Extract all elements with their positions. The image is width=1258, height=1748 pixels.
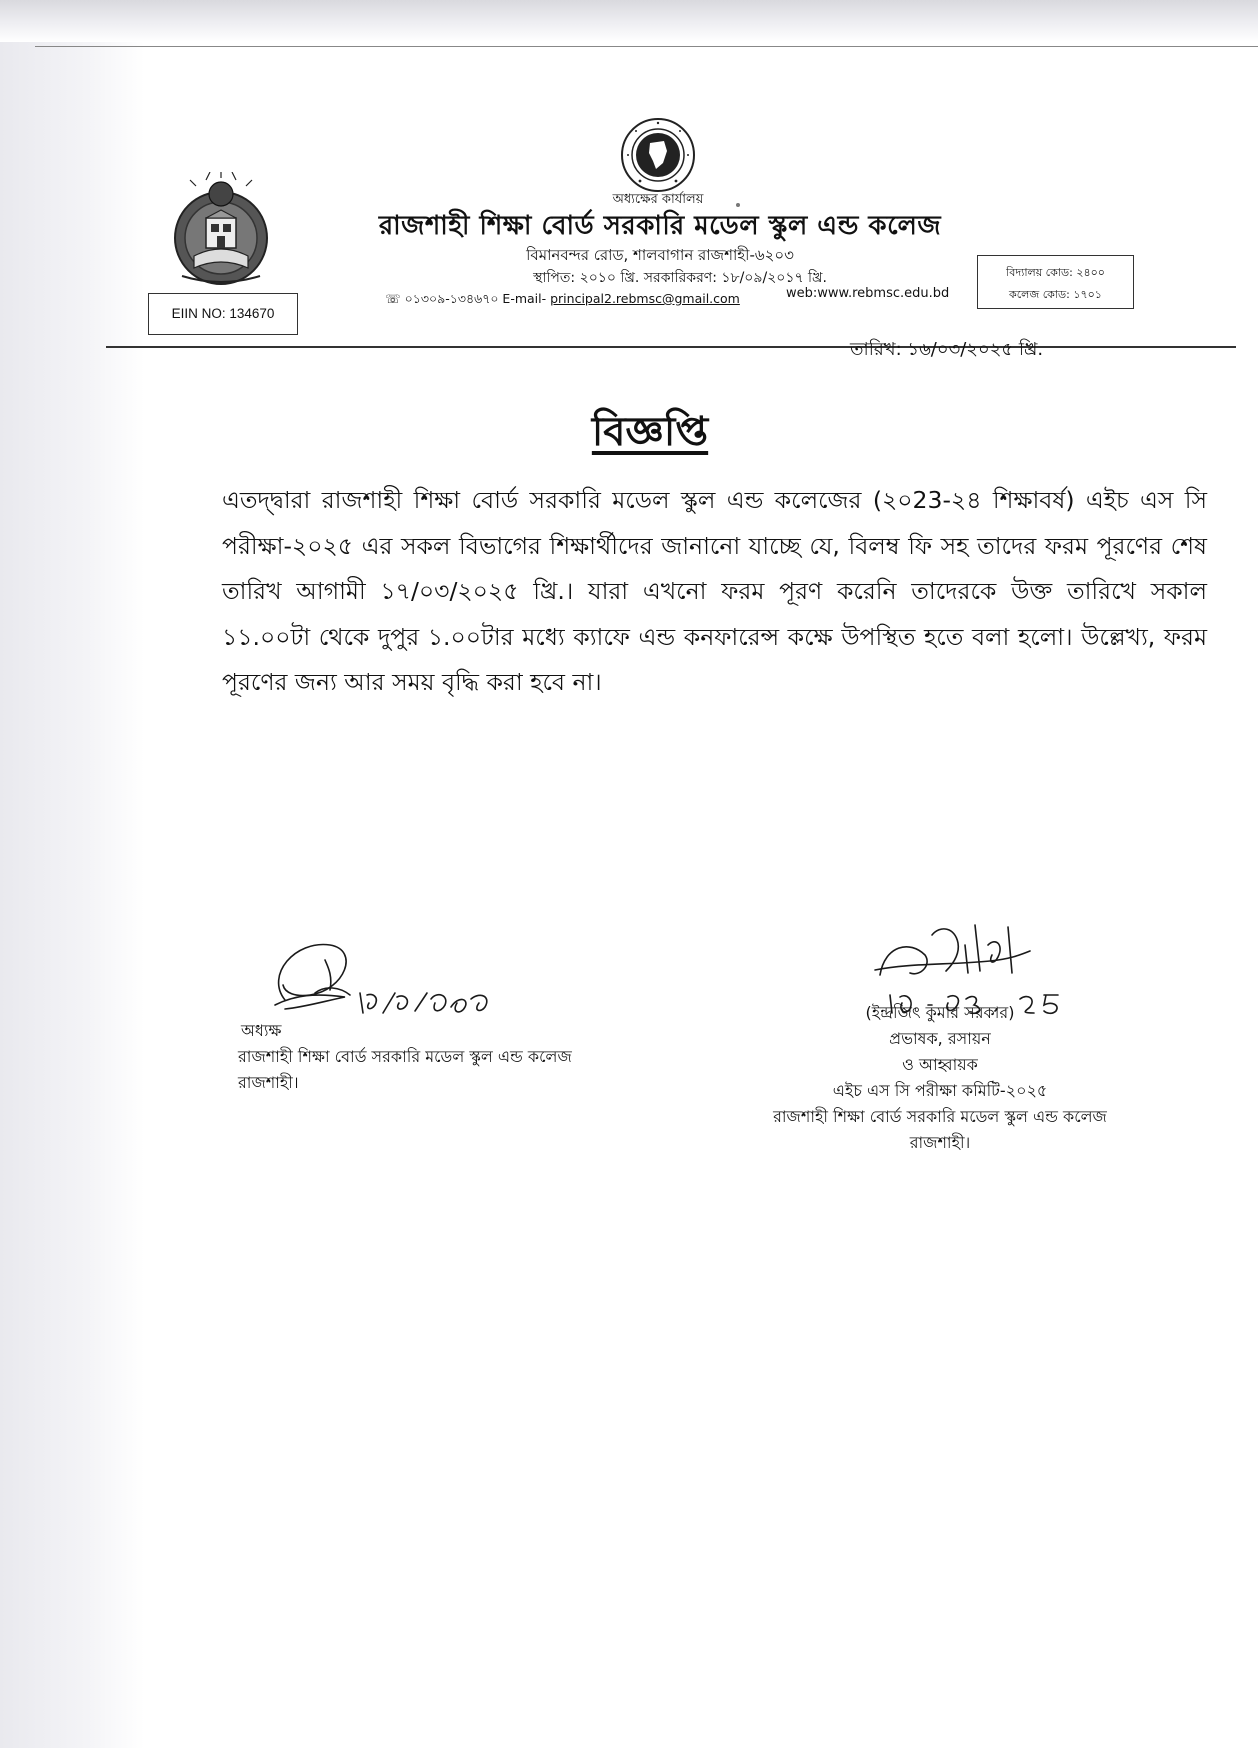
convener-institution: রাজশাহী শিক্ষা বোর্ড সরকারি মডেল স্কুল এন্ড কলেজ [773, 1107, 1107, 1126]
convener-designation: প্রভাষক, রসায়ন [889, 1029, 991, 1048]
scan-shadow-left [0, 0, 145, 1748]
notice-date: তারিখ: ১৬/০৩/২০২৫ খ্রি. [850, 339, 1044, 360]
bangladesh-government-seal-icon [620, 117, 696, 193]
phone-number: ☏ ০১৩০৯-১৩৪৬৭০ [385, 291, 499, 306]
principal-institution: রাজশাহী শিক্ষা বোর্ড সরকারি মডেল স্কুল এন্ড কলেজ [238, 1047, 572, 1066]
convener-city: রাজশাহী। [909, 1133, 971, 1152]
office-label: অধ্যক্ষের কার্যালয় [612, 192, 704, 207]
convener-role: ও আহ্বায়ক [902, 1055, 978, 1074]
scan-edge-line [35, 46, 1258, 47]
principal-title: অধ্যক্ষ [241, 1021, 282, 1040]
convener-committee: এইচ এস সি পরীক্ষা কমিটি-২০২৫ [832, 1081, 1048, 1100]
notice-body: এতদ্দ্বারা রাজশাহী শিক্ষা বোর্ড সরকারি মডেল স্কুল এন্ড কলেজের (২০23-২৪ শিক্ষাবর্ষ) এইচ এস সি পরীক্ষা-২০২৫ এর সকল বিভাগের শিক্ষার্থীদের জানানো যাচ্ছে যে, বিলম্ব ফি সহ তাদের ফরম পূরণের শেষ তারিখ আগামী ১৭/০৩/২০২৫ খ্রি.। যারা এখনো ফরম পূরণ করেনি তাদেরকে উক্ত তারিখে সকাল ১১.০০টা থেকে দুপুর ১.০০টার মধ্যে ক্যাফে এন্ড কনফারেন্স কক্ষে উপস্থিত হতে বলা হলো। উল্লেখ্য, ফরম পূরণের জন্য আর সময় বৃদ্ধি করা হবে না। [222, 486, 1207, 696]
code-box [977, 255, 1134, 309]
school-crest-icon [162, 172, 280, 290]
convener-signature-block [740, 1000, 1140, 1156]
eiin-box [148, 293, 298, 335]
school-name: রাজশাহী শিক্ষা বোর্ড সরকারি মডেল স্কুল এন্ড কলেজ [378, 211, 942, 241]
header-divider [106, 346, 1236, 348]
scan-shadow-top [0, 0, 1258, 42]
convener-name: (ইন্দ্রজিৎ কুমার সরকার) [865, 1003, 1015, 1022]
notice-title: বিজ্ঞপ্তি [591, 409, 709, 455]
contact-line [385, 291, 740, 311]
website-link[interactable]: web:www.rebmsc.edu.bd [786, 286, 950, 301]
principal-city: রাজশাহী। [238, 1073, 299, 1092]
established-info: স্থাপিত: ২০১০ খ্রি. সরকারিকরণ: ১৮/০৯/২০১৭ খ্রি. [533, 270, 827, 286]
eiin-number: EIIN NO: 134670 [171, 306, 275, 321]
principal-signature-block [238, 1018, 572, 1096]
email-link[interactable]: principal2.rebmsc@gmail.com [550, 291, 740, 306]
college-code: কলেজ কোড: ১৭০১ [1009, 288, 1102, 301]
email-label: E-mail- [498, 291, 551, 306]
school-address: বিমানবন্দর রোড, শালবাগান রাজশাহী-৬২০৩ [526, 246, 794, 264]
school-code: বিদ্যালয় কোড: ২৪০০ [1006, 266, 1105, 279]
